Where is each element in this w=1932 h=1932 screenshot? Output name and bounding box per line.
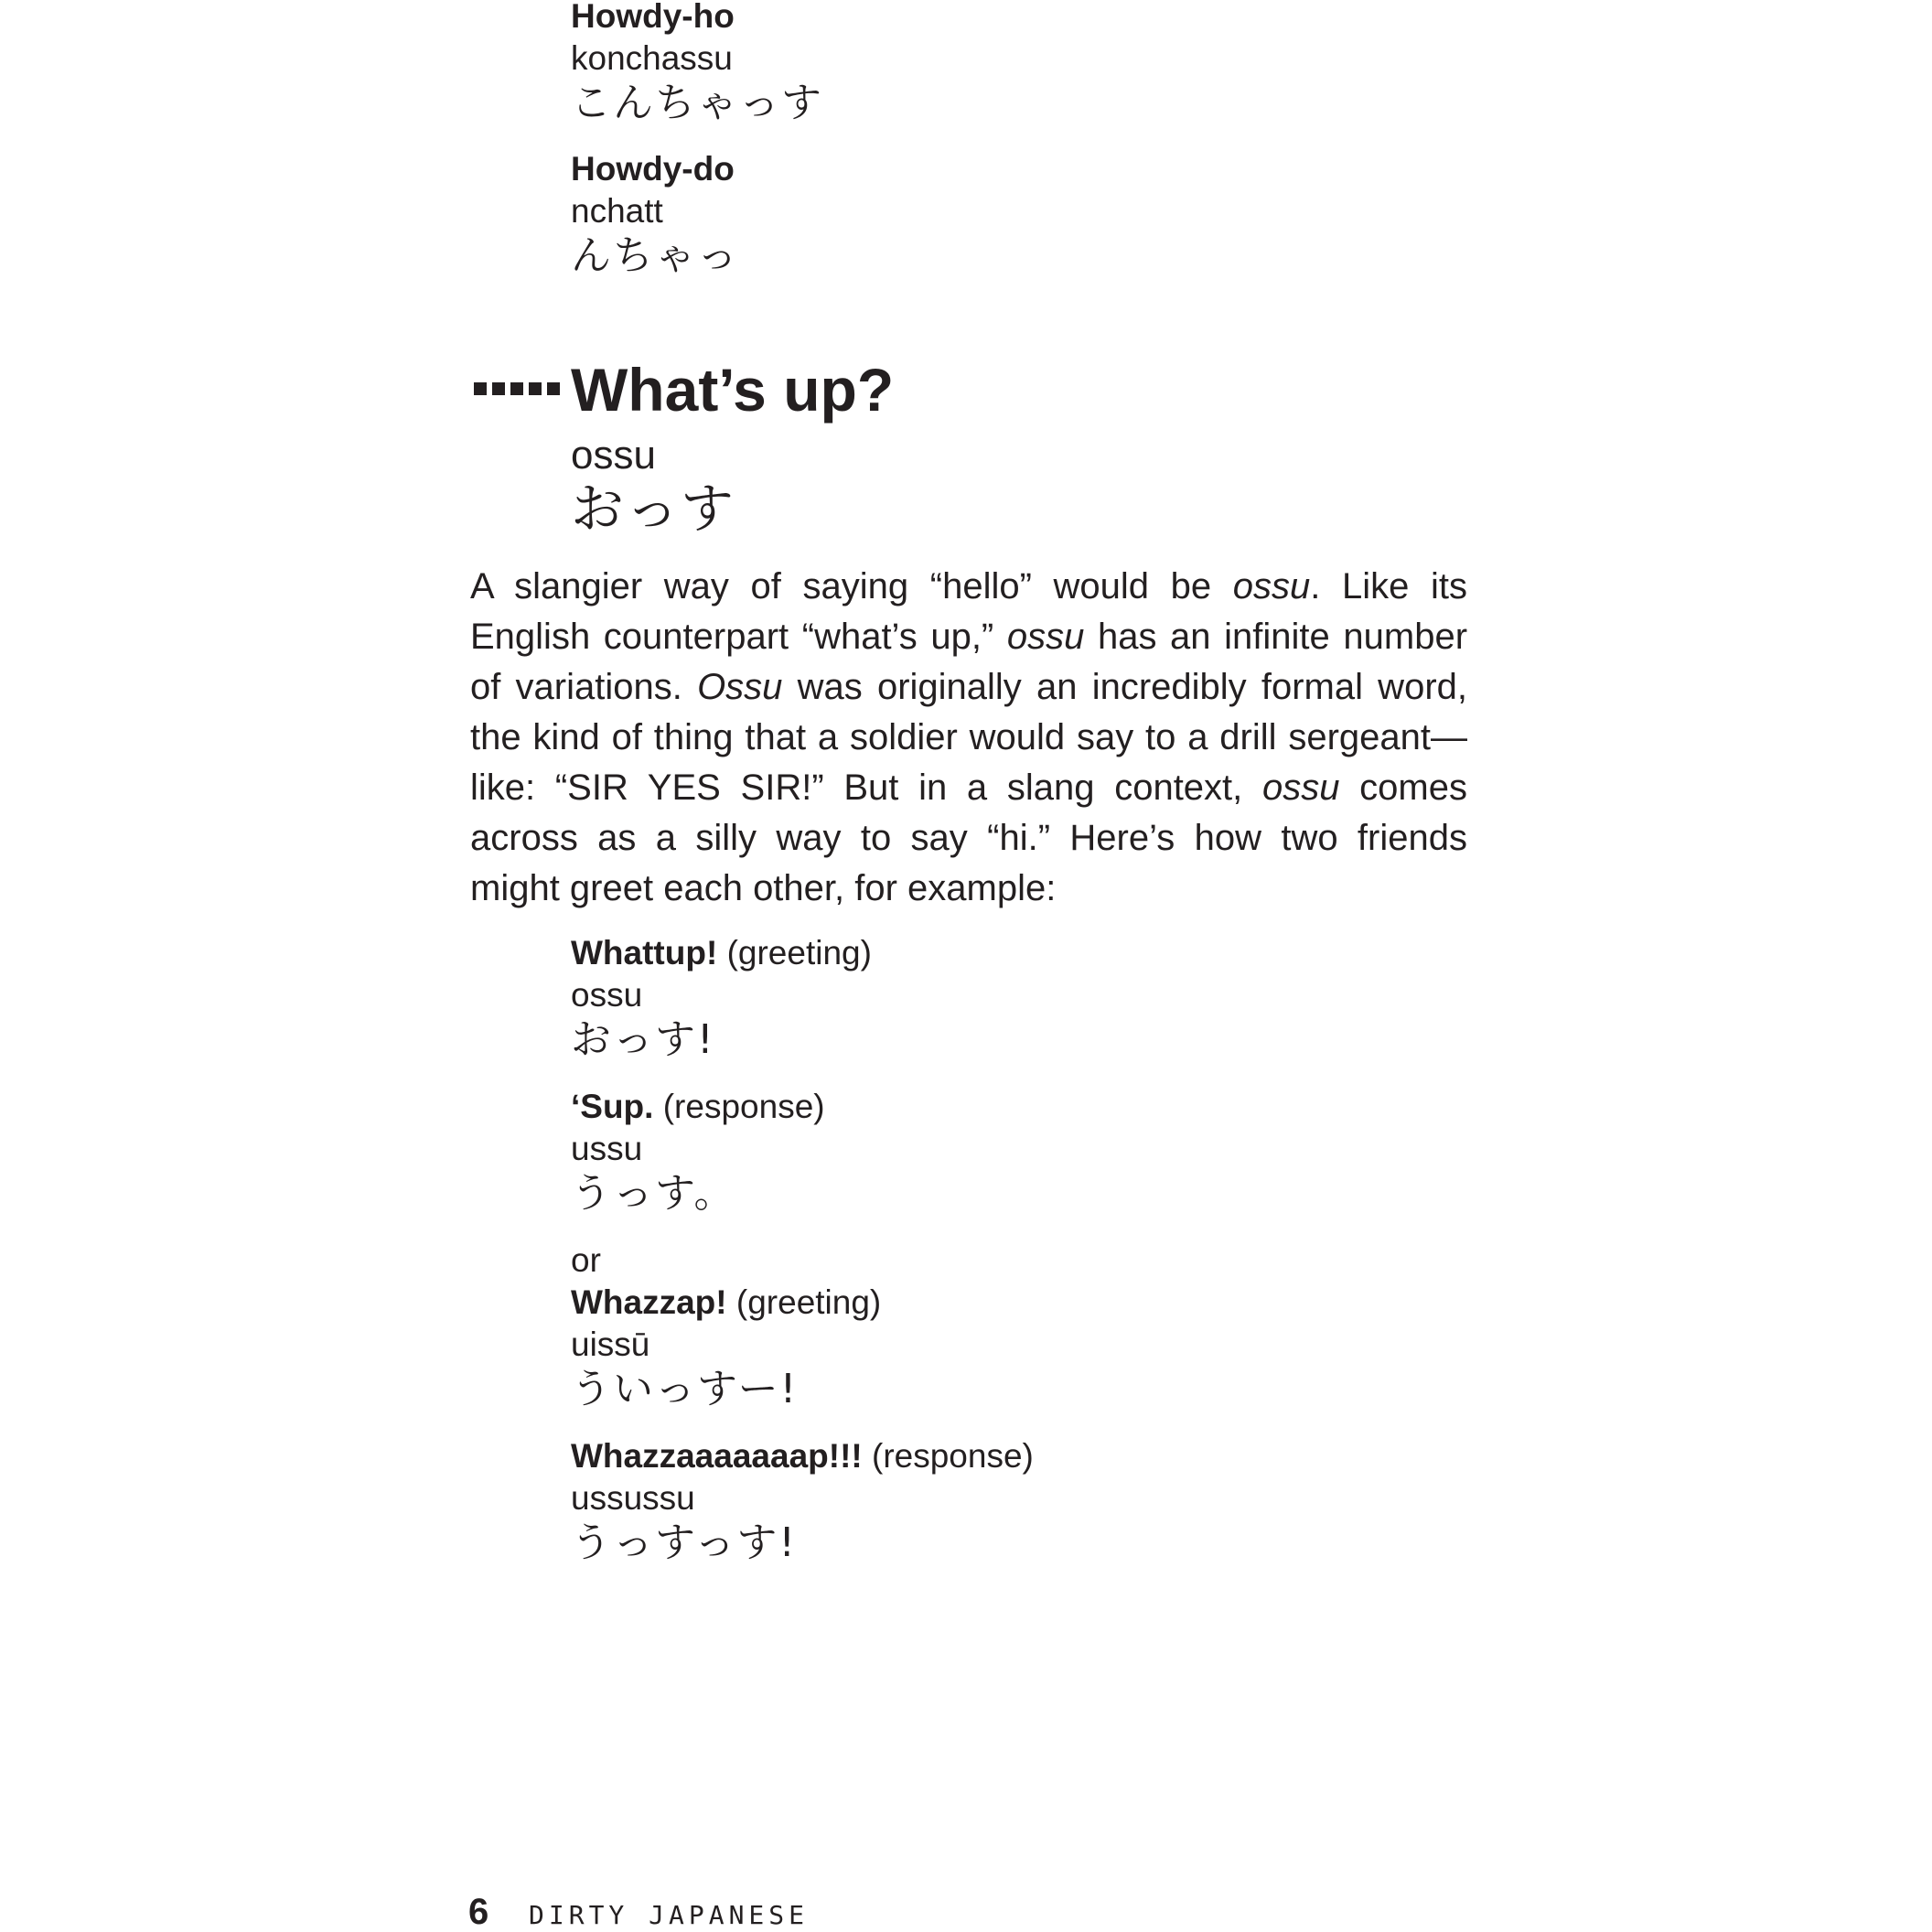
paragraph-line: of variations. Ossu was originally an incredibly formal word,: [470, 667, 1467, 707]
paragraph-line: A slangier way of saying “hello” would be ossu. Like its: [470, 566, 1468, 606]
dialogue-romaji: ussussu: [571, 1479, 695, 1517]
dialogue-japanese: うっすっす!: [571, 1519, 797, 1566]
paragraph-line: English counterpart “what’s up,” ossu has an infinite number: [470, 617, 1468, 657]
italic-term: ossu: [1261, 767, 1340, 808]
dialogue-romaji: uissū: [571, 1326, 650, 1363]
dialogue-english: Whazzap! (greeting): [571, 1283, 882, 1321]
paragraph-line: like: “SIR YES SIR!” But in a slang context, ossu comes: [470, 767, 1467, 808]
heading-dots-icon: [474, 382, 560, 395]
dialogue-japanese: ういっすー!: [571, 1366, 799, 1412]
dialogue-english: Whattup! (greeting): [571, 934, 872, 971]
dialogue-romaji: ussu: [571, 1130, 643, 1167]
heading-japanese: おっす: [571, 478, 736, 540]
dialogue-japanese: おっす!: [571, 1016, 715, 1063]
body-paragraph: [470, 562, 1467, 914]
entry-romaji: nchatt: [571, 192, 663, 230]
dialogue-japanese: うっす。: [571, 1170, 736, 1217]
entry-english: Howdy-ho: [571, 0, 735, 35]
heading-romaji: ossu: [571, 433, 656, 478]
section-heading: What’s up?: [571, 356, 895, 424]
dialogue-romaji: ossu: [571, 976, 643, 1014]
dialogue-english: Whazzaaaaaaap!!! (response): [571, 1437, 1034, 1475]
paragraph-line: might greet each other, for example:: [470, 868, 1057, 908]
entry-japanese: んちゃっ: [571, 232, 739, 279]
entry-japanese: こんちゃっす: [571, 80, 823, 126]
italic-term: Ossu: [697, 667, 783, 707]
paragraph-line: across as a silly way to say “hi.” Here’s how two friends: [470, 818, 1467, 858]
paragraph-line: the kind of thing that a soldier would say to a drill sergeant—: [470, 717, 1467, 757]
entry-romaji: konchassu: [571, 39, 733, 77]
page-number: 6: [468, 1892, 490, 1932]
dialogue-english: ‘Sup. (response): [571, 1088, 825, 1125]
dialogue-separator: or: [571, 1241, 601, 1279]
italic-term: ossu: [1232, 566, 1311, 606]
italic-term: ossu: [1006, 617, 1085, 657]
entry-english: Howdy-do: [571, 150, 735, 188]
running-title: DIRTY JAPANESE: [529, 1900, 810, 1930]
